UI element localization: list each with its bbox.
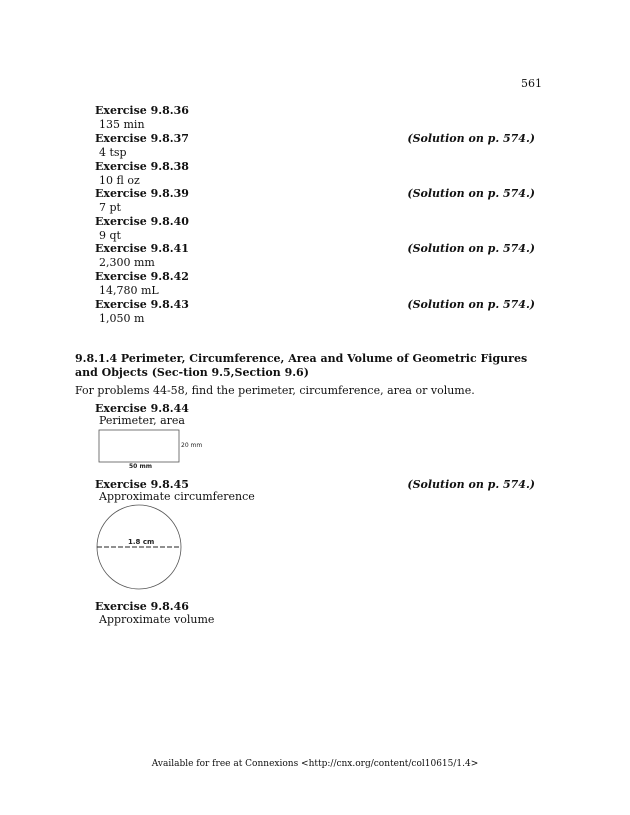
- exercise-caption: Perimeter, area: [99, 414, 185, 427]
- section-intro: For problems 44-58, find the perimeter, circumference, area or volume.: [75, 384, 475, 397]
- exercise-9-8-38: [95, 160, 535, 188]
- exercise-title: Exercise 9.8.36: [95, 104, 189, 117]
- exercise-9-8-41: [95, 242, 535, 270]
- exercise-answer: 7 pt: [99, 201, 121, 214]
- exercise-title: Exercise 9.8.41: [95, 242, 189, 255]
- exercise-title: Exercise 9.8.38: [95, 160, 189, 173]
- section-heading: 9.8.1.4 Perimeter, Circumference, Area and Volume of Geometric Figures and Objects (Sec-tion 9.5,Section 9.6): [75, 352, 528, 379]
- circle-figure: [95, 503, 185, 593]
- exercise-9-8-42: [95, 270, 535, 298]
- solution-link[interactable]: (Solution on p. 574.): [407, 478, 535, 491]
- exercise-caption: Approximate volume: [99, 613, 215, 626]
- exercise-title: Exercise 9.8.44: [95, 402, 189, 415]
- exercise-answer: 2,300 mm: [99, 256, 155, 269]
- exercise-9-8-46: [95, 600, 535, 614]
- solution-link[interactable]: (Solution on p. 574.): [407, 187, 535, 200]
- diameter-label: 1.8 cm: [128, 538, 155, 546]
- exercise-answer: 9 qt: [99, 229, 121, 242]
- exercise-9-8-39: [95, 187, 535, 215]
- exercise-answer: 1,050 m: [99, 312, 145, 325]
- exercise-answer: 10 fl oz: [99, 174, 140, 187]
- exercise-answer: 14,780 mL: [99, 284, 159, 297]
- rectangle-width-label: 50 mm: [129, 463, 152, 470]
- exercise-title: Exercise 9.8.42: [95, 270, 189, 283]
- solution-link[interactable]: (Solution on p. 574.): [407, 242, 535, 255]
- exercise-9-8-37: [95, 132, 535, 160]
- solution-link[interactable]: (Solution on p. 574.): [407, 298, 535, 311]
- solution-link[interactable]: (Solution on p. 574.): [407, 132, 535, 145]
- page-footer: Available for free at Connexions <http://cnx.org/content/col10615/1.4>: [151, 759, 479, 769]
- page-number: 561: [521, 77, 542, 90]
- exercise-title: Exercise 9.8.40: [95, 215, 189, 228]
- exercise-answer: 135 min: [99, 118, 145, 131]
- rectangle-figure: [95, 428, 215, 470]
- exercise-9-8-36: [95, 104, 535, 132]
- exercise-title: Exercise 9.8.45: [95, 478, 189, 491]
- exercise-title: Exercise 9.8.39: [95, 187, 189, 200]
- exercise-9-8-40: [95, 215, 535, 243]
- rectangle-shape: [99, 430, 179, 462]
- exercise-9-8-43: [95, 298, 535, 326]
- rectangle-height-label: 20 mm: [181, 442, 203, 449]
- exercise-answer: 4 tsp: [99, 146, 127, 159]
- exercise-title: Exercise 9.8.43: [95, 298, 189, 311]
- exercise-title: Exercise 9.8.37: [95, 132, 189, 145]
- exercise-caption: Approximate circumference: [99, 490, 255, 503]
- exercise-title: Exercise 9.8.46: [95, 600, 189, 613]
